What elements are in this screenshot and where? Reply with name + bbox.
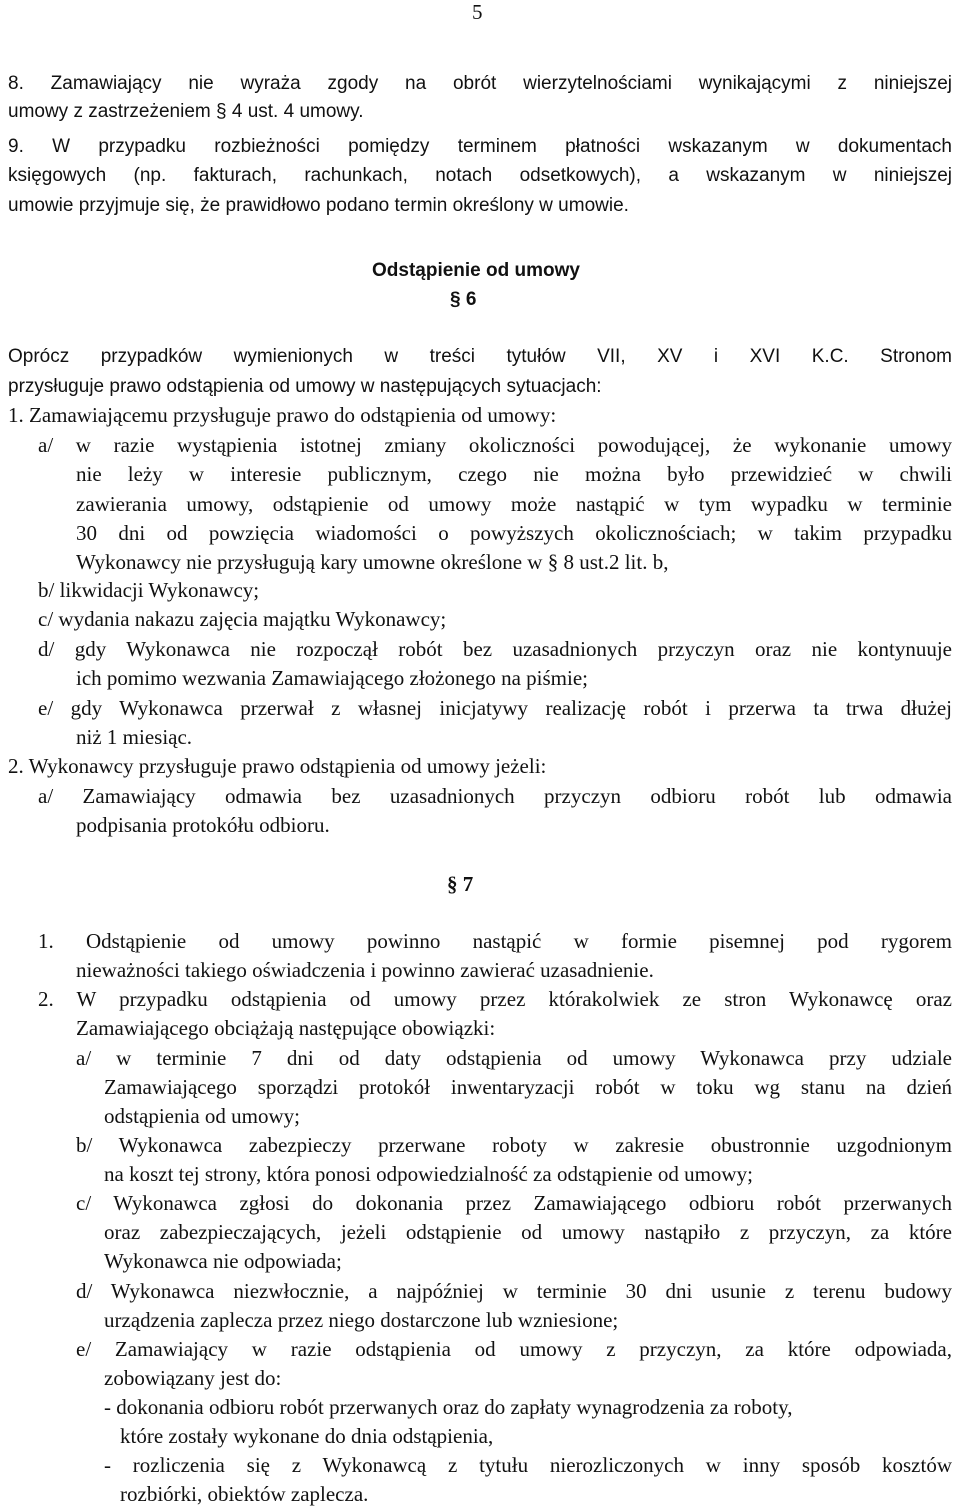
section-7-line: - dokonania odbioru robót przerwanych oraz do zapłaty wynagrodzenia za roboty, [104,1395,793,1419]
section-7-line: - rozliczenia się z Wykonawcą z tytułu nierozliczonych w inny sposób kosztów [104,1453,952,1477]
section-6-line: ich pomimo wezwania Zamawiającego złożonego na piśmie; [76,666,588,690]
section-6-line: c/ wydania nakazu zajęcia majątku Wykonawcy; [38,607,447,631]
paragraph-8-line-1: 8. Zamawiający nie wyraża zgody na obrót wierzytelnościami wynikającymi z niniejszej [8,73,952,94]
section-6-line: 30 dni od powzięcia wiadomości o powyższych okolicznościach; w takim przypadku [76,521,952,545]
section-7-line: Zamawiającego obciążają następujące obowiązki: [76,1016,496,1040]
section-7-line: na koszt tej strony, która ponosi odpowiedzialność za odstąpienie od umowy; [104,1162,753,1186]
section-7-line: Wykonawca nie odpowiada; [104,1249,342,1273]
section-7-line: zobowiązany jest do: [104,1366,282,1390]
section-7-line: oraz zabezpieczających, jeżeli odstąpienie od umowy nastąpiło z przyczyn, za które [104,1220,952,1244]
section-7-line: 2. W przypadku odstąpienia od umowy przez którakolwiek ze stron Wykonawcę oraz [38,987,952,1011]
paragraph-9-line-3: umowie przyjmuje się, że prawidłowo podano termin określony w umowie. [8,195,629,216]
section-6-line: 2. Wykonawcy przysługuje prawo odstąpienia od umowy jeżeli: [8,754,547,778]
section-7-line: Zamawiającego sporządzi protokół inwentaryzacji robót w toku wg stanu na dzień [104,1075,952,1099]
section-6-line: Wykonawcy nie przysługują kary umowne określone w § 8 ust.2 lit. b, [76,550,669,574]
section-7-line: które zostały wykonane do dnia odstąpienia, [120,1424,494,1448]
page-number: 5 [472,0,483,24]
section-heading: Odstąpienie od umowy [372,260,580,281]
section-6-line: e/ gdy Wykonawca przerwał z własnej inicjatywy realizację robót i przerwa ta trwa dłużej [38,696,952,720]
section-6-intro-line-2: przysługuje prawo odstąpienia od umowy w następujących sytuacjach: [8,376,602,397]
section-6-intro-line-1: Oprócz przypadków wymienionych w treści tytułów VII, XV i XVI K.C. Stronom [8,346,952,367]
section-number-6: § 6 [450,289,477,310]
section-6-line: 1. Zamawiającemu przysługuje prawo do odstąpienia od umowy: [8,403,557,427]
paragraph-8-line-2: umowy z zastrzeżeniem § 4 ust. 4 umowy. [8,101,364,122]
section-6-line: nie leży w interesie publicznym, czego nie można było przewidzieć w chwili [76,462,952,486]
paragraph-9-line-1: 9. W przypadku rozbieżności pomiędzy terminem płatności wskazanym w dokumentach [8,136,952,157]
section-7-line: odstąpienia od umowy; [104,1104,300,1128]
section-7-line: 1. Odstąpienie od umowy powinno nastąpić w formie pisemnej pod rygorem [38,929,952,953]
section-7-line: a/ w terminie 7 dni od daty odstąpienia od umowy Wykonawca przy udziale [76,1046,952,1070]
section-7-line: c/ Wykonawca zgłosi do dokonania przez Zamawiającego odbioru robót przerwanych [76,1191,952,1215]
section-6-line: niż 1 miesiąc. [76,725,193,749]
section-6-line: zawierania umowy, odstąpienie od umowy może nastąpić w tym wypadku w terminie [76,492,952,516]
section-number-7: § 7 [447,872,474,896]
section-6-line: a/ Zamawiający odmawia bez uzasadnionych przyczyn odbioru robót lub odmawia [38,784,952,808]
section-7-line: e/ Zamawiający w razie odstąpienia od umowy z przyczyn, za które odpowiada, [76,1337,952,1361]
section-7-line: nieważności takiego oświadczenia i powinno zawierać uzasadnienie. [76,958,654,982]
section-7-line: b/ Wykonawca zabezpieczy przerwane roboty w zakresie obustronnie uzgodnionym [76,1133,952,1157]
section-7-line: urządzenia zaplecza przez niego dostarczone lub wzniesione; [104,1308,619,1332]
section-6-line: d/ gdy Wykonawca nie rozpoczął robót bez uzasadnionych przyczyn oraz nie kontynuuje [38,637,952,661]
section-7-line: d/ Wykonawca niezwłocznie, a najpóźniej w terminie 30 dni usunie z terenu budowy [76,1279,952,1303]
paragraph-9-line-2: księgowych (np. fakturach, rachunkach, notach odsetkowych), a wskazanym w niniejszej [8,165,952,186]
section-6-line: b/ likwidacji Wykonawcy; [38,578,260,602]
section-6-line: a/ w razie wystąpienia istotnej zmiany okoliczności powodującej, że wykonanie umowy [38,433,952,457]
section-7-line: rozbiórki, obiektów zaplecza. [120,1482,369,1506]
section-6-line: podpisania protokółu odbioru. [76,813,330,837]
